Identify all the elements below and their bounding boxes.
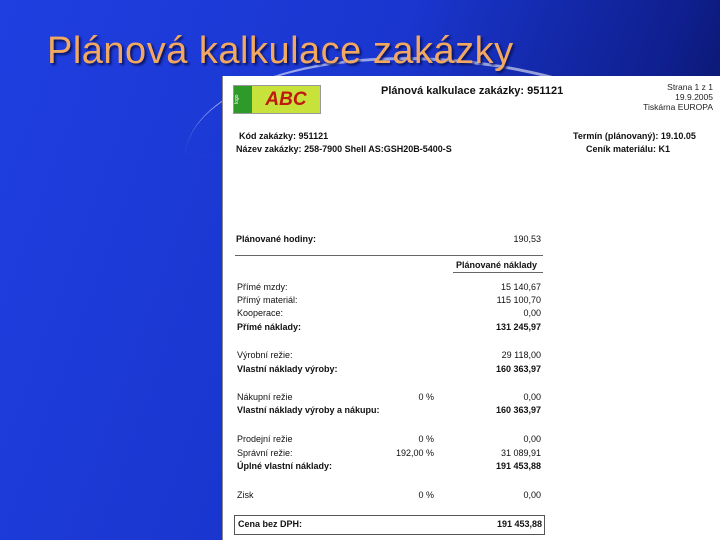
row-label: Vlastní náklady výroby a nákupu: <box>237 405 380 415</box>
logo-strip: logo <box>234 86 252 113</box>
pricelist-value: K1 <box>658 144 671 154</box>
total-label: Cena bez DPH: <box>238 519 303 529</box>
row-label: Vlastní náklady výroby: <box>237 364 338 374</box>
order-name-label: Název zakázky: <box>236 144 302 154</box>
costs-header: Plánované náklady <box>456 260 538 270</box>
row-pct: 0 % <box>418 434 434 444</box>
row-value: 31 089,91 <box>500 448 541 458</box>
row-pct: 0 % <box>418 392 434 402</box>
order-name-line <box>236 144 452 154</box>
row-value: 0,00 <box>523 308 541 318</box>
order-code-label: Kód zakázky: <box>239 131 297 141</box>
row-value: 131 245,97 <box>495 322 541 332</box>
company-logo <box>233 85 321 114</box>
row-label: Přímý materiál: <box>237 295 298 305</box>
pricelist-line <box>586 144 670 154</box>
term-value: 19.10.05 <box>660 131 696 141</box>
row-label: Zisk <box>237 490 254 500</box>
planned-hours-value: 190,53 <box>513 234 541 244</box>
pricelist-label: Ceník materiálu: <box>586 144 657 154</box>
row-value: 0,00 <box>523 392 541 402</box>
document-meta <box>643 82 713 112</box>
row-value: 191 453,88 <box>495 461 541 471</box>
row-label: Přímé mzdy: <box>237 282 288 292</box>
page-number: Strana 1 z 1 <box>667 82 713 92</box>
row-value: 15 140,67 <box>500 282 541 292</box>
print-source: Tiskárna EUROPA <box>643 102 713 112</box>
total-box <box>234 515 545 535</box>
row-value: 0,00 <box>523 490 541 500</box>
row-label: Přímé náklady: <box>237 322 302 332</box>
order-code-line <box>239 131 328 141</box>
row-value: 29 118,00 <box>501 350 541 360</box>
calculation-document <box>222 76 720 540</box>
term-label: Termín (plánovaný): <box>573 131 659 141</box>
divider <box>235 255 543 256</box>
planned-hours-label: Plánované hodiny: <box>236 234 317 244</box>
row-value: 160 363,97 <box>495 364 541 374</box>
print-date: 19.9.2005 <box>675 92 713 102</box>
row-value: 115 100,70 <box>496 295 541 305</box>
row-label: Kooperace: <box>237 308 284 318</box>
row-label: Výrobní režie: <box>237 350 293 360</box>
row-pct: 0 % <box>418 490 434 500</box>
order-code-value: 951121 <box>298 131 329 141</box>
order-name-value: 258-7900 Shell AS:GSH20B-5400-S <box>304 144 452 154</box>
row-label: Úplné vlastní náklady: <box>237 461 333 471</box>
row-label: Nákupní režie <box>237 392 293 402</box>
term-line <box>573 131 696 141</box>
row-value: 160 363,97 <box>495 405 541 415</box>
row-label: Prodejní režie <box>237 434 293 444</box>
divider <box>453 272 543 273</box>
row-pct: 192,00 % <box>395 448 434 458</box>
row-value: 0,00 <box>523 434 541 444</box>
total-value: 191 453,88 <box>496 519 542 529</box>
logo-text: ABC <box>252 86 320 113</box>
document-title: Plánová kalkulace zakázky: 951121 <box>381 85 564 97</box>
row-label: Správní režie: <box>237 448 293 458</box>
slide-title: Plánová kalkulace zakázky <box>47 30 514 72</box>
